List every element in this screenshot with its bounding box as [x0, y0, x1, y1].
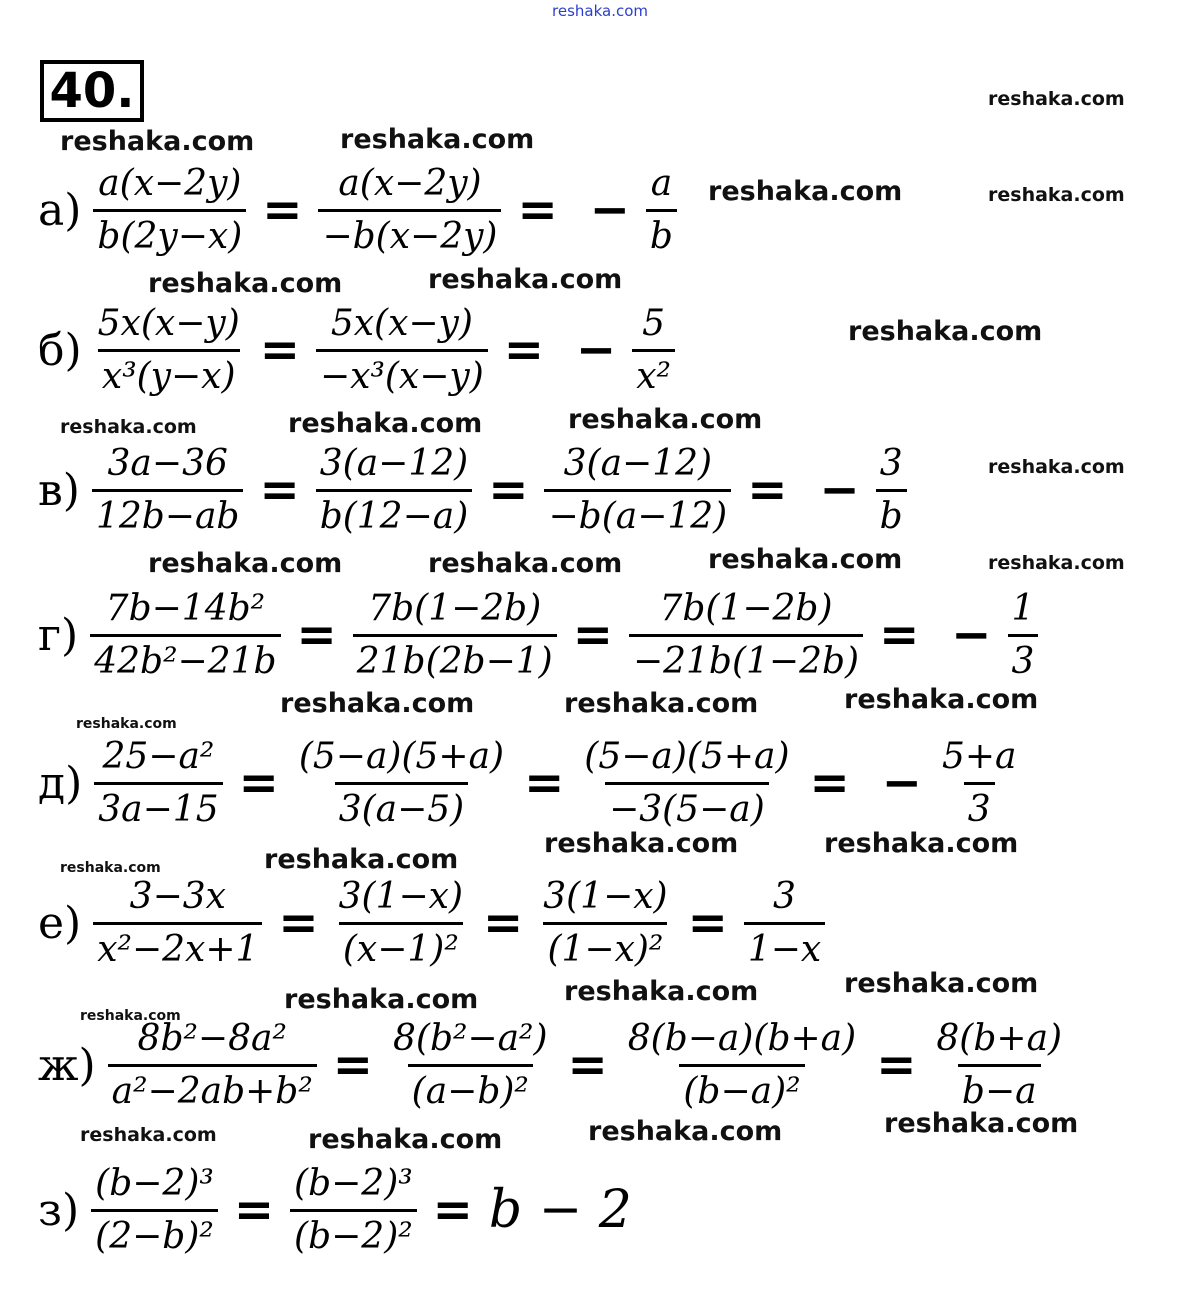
equals-sign: =: [503, 322, 544, 378]
fraction: [92, 443, 244, 537]
fraction: [938, 736, 1021, 830]
denominator: (1−x)²: [543, 922, 667, 970]
fraction: [1008, 588, 1039, 682]
fraction: [91, 1163, 218, 1257]
item-label: а): [38, 184, 82, 236]
fraction: [290, 1163, 417, 1257]
denominator: 42b²−21b: [90, 634, 280, 682]
watermark: reshaka.com: [844, 684, 1039, 715]
watermark: reshaka.com: [76, 716, 177, 732]
fraction: [629, 588, 863, 682]
denominator: 1−x: [744, 922, 825, 970]
equation-row-g: [38, 580, 1038, 690]
numerator: 3(1−x): [543, 876, 668, 918]
equals-sign: =: [879, 607, 920, 663]
equals-sign: =: [572, 607, 613, 663]
numerator: 7b(1−2b): [659, 588, 833, 630]
watermark: reshaka.com: [988, 552, 1125, 574]
fraction: [108, 1018, 317, 1112]
fraction: [316, 443, 473, 537]
item-label: е): [38, 897, 82, 949]
equation-row-zh: [38, 1010, 1066, 1120]
minus-sign: −: [881, 755, 922, 811]
denominator: 3: [1008, 634, 1039, 682]
denominator: −x³(x−y): [316, 349, 488, 397]
denominator: 3a−15: [94, 782, 222, 830]
watermark: reshaka.com: [564, 976, 759, 1007]
denominator: (b−2)²: [290, 1209, 417, 1257]
equals-sign: =: [238, 755, 279, 811]
denominator: x²: [632, 349, 675, 397]
watermark: reshaka.com: [284, 984, 479, 1015]
fraction: [316, 303, 488, 397]
numerator: 3(a−12): [319, 443, 469, 485]
watermark: reshaka.com: [60, 416, 197, 438]
item-label: г): [38, 609, 79, 661]
numerator: 1: [1011, 588, 1035, 630]
fraction: [353, 588, 557, 682]
equals-sign: =: [432, 1182, 473, 1238]
denominator: (b−a)²: [679, 1064, 804, 1112]
equation-row-d: [38, 728, 1021, 838]
equals-sign: =: [259, 462, 300, 518]
equation-row-e: [38, 868, 825, 978]
minus-sign: −: [576, 322, 617, 378]
expression: b − 2: [488, 1180, 632, 1240]
fraction: [94, 736, 222, 830]
fraction: [932, 1018, 1066, 1112]
numerator: 3: [879, 443, 903, 485]
minus-sign: −: [951, 607, 992, 663]
fraction: [876, 443, 907, 537]
numerator: 8b²−8a²: [137, 1018, 287, 1060]
denominator: b−a: [958, 1064, 1041, 1112]
item-label: б): [38, 324, 82, 376]
problem-number: 40.: [40, 60, 144, 122]
fraction: [539, 876, 671, 970]
watermark: reshaka.com: [544, 828, 739, 859]
numerator: 3(1−x): [338, 876, 463, 918]
minus-sign: −: [819, 462, 860, 518]
equals-sign: =: [488, 462, 529, 518]
item-label: д): [38, 757, 83, 809]
equals-sign: =: [332, 1037, 373, 1093]
numerator: 7b−14b²: [105, 588, 266, 630]
watermark-top[interactable]: reshaka.com: [552, 2, 648, 20]
denominator: (x−1)²: [339, 922, 463, 970]
numerator: a(x−2y): [338, 163, 482, 205]
item-label: ж): [38, 1039, 96, 1091]
item-label: з): [38, 1184, 80, 1236]
watermark: reshaka.com: [588, 1116, 783, 1147]
fraction: [580, 736, 793, 830]
watermark: reshaka.com: [428, 264, 623, 295]
fraction: [94, 303, 244, 397]
numerator: 5+a: [941, 736, 1017, 778]
denominator: b(12−a): [316, 489, 473, 537]
equals-sign: =: [296, 607, 337, 663]
denominator: 3: [964, 782, 995, 830]
denominator: −21b(1−2b): [629, 634, 863, 682]
fraction: [544, 443, 731, 537]
equals-sign: =: [747, 462, 788, 518]
watermark: reshaka.com: [428, 548, 623, 579]
numerator: (5−a)(5+a): [298, 736, 505, 778]
numerator: 3−3x: [129, 876, 226, 918]
watermark: reshaka.com: [988, 88, 1125, 110]
watermark: reshaka.com: [264, 844, 459, 875]
fraction: [744, 876, 825, 970]
fraction: [93, 876, 262, 970]
watermark: reshaka.com: [564, 688, 759, 719]
equals-sign: =: [278, 895, 319, 951]
numerator: (5−a)(5+a): [584, 736, 790, 778]
item-label: в): [38, 464, 80, 516]
denominator: a²−2ab+b²: [108, 1064, 317, 1112]
fraction: [646, 163, 677, 257]
fraction: [90, 588, 280, 682]
fraction: [632, 303, 675, 397]
equation-row-z: [38, 1155, 632, 1265]
denominator: x²−2x+1: [93, 922, 262, 970]
equation-row-v: [38, 435, 907, 545]
watermark: reshaka.com: [60, 860, 161, 876]
watermark: reshaka.com: [884, 1108, 1079, 1139]
numerator: 3: [773, 876, 796, 918]
watermark: reshaka.com: [708, 544, 903, 575]
fraction: [318, 163, 501, 257]
denominator: 3(a−5): [335, 782, 469, 830]
equals-sign: =: [809, 755, 850, 811]
numerator: a: [650, 163, 673, 205]
numerator: 3a−36: [107, 443, 228, 485]
watermark: reshaka.com: [844, 968, 1039, 999]
denominator: (2−b)²: [91, 1209, 218, 1257]
minus-sign: −: [589, 182, 630, 238]
denominator: 12b−ab: [92, 489, 244, 537]
watermark: reshaka.com: [288, 408, 483, 439]
denominator: b: [876, 489, 907, 537]
fraction: [624, 1018, 860, 1112]
watermark: reshaka.com: [568, 404, 763, 435]
numerator: 8(b+a): [936, 1018, 1063, 1060]
denominator: b(2y−x): [93, 209, 246, 257]
numerator: 5: [642, 303, 666, 345]
fraction: [295, 736, 508, 830]
denominator: 21b(2b−1): [353, 634, 557, 682]
watermark: reshaka.com: [80, 1008, 181, 1024]
denominator: x³(y−x): [98, 349, 240, 397]
denominator: −3(5−a): [605, 782, 769, 830]
numerator: 8(b−a)(b+a): [627, 1018, 857, 1060]
watermark: reshaka.com: [708, 176, 903, 207]
watermark: reshaka.com: [988, 456, 1125, 478]
numerator: 5x(x−y): [330, 303, 473, 345]
equals-sign: =: [483, 895, 524, 951]
equals-sign: =: [517, 182, 558, 238]
equals-sign: =: [233, 1182, 275, 1238]
watermark: reshaka.com: [80, 1124, 217, 1146]
denominator: b: [646, 209, 677, 257]
numerator: (b−2)³: [95, 1163, 214, 1205]
equals-sign: =: [259, 322, 300, 378]
numerator: 7b(1−2b): [368, 588, 542, 630]
equals-sign: =: [524, 755, 565, 811]
watermark: reshaka.com: [848, 316, 1043, 347]
numerator: (b−2)³: [294, 1163, 413, 1205]
fraction: [389, 1018, 552, 1112]
equation-row-b: [38, 295, 675, 405]
equals-sign: =: [262, 182, 303, 238]
equation-row-a: [38, 155, 677, 265]
watermark: reshaka.com: [148, 548, 343, 579]
watermark: reshaka.com: [280, 688, 475, 719]
watermark: reshaka.com: [148, 268, 343, 299]
watermark: reshaka.com: [340, 124, 535, 155]
numerator: 25−a²: [102, 736, 215, 778]
fraction: [335, 876, 467, 970]
watermark: reshaka.com: [308, 1124, 503, 1155]
equals-sign: =: [567, 1037, 608, 1093]
numerator: a(x−2y): [98, 163, 242, 205]
fraction: [93, 163, 246, 257]
watermark: reshaka.com: [60, 126, 255, 157]
equals-sign: =: [687, 895, 728, 951]
denominator: −b(x−2y): [318, 209, 501, 257]
numerator: 8(b²−a²): [393, 1018, 548, 1060]
numerator: 5x(x−y): [97, 303, 240, 345]
denominator: −b(a−12): [544, 489, 731, 537]
watermark: reshaka.com: [824, 828, 1019, 859]
denominator: (a−b)²: [408, 1064, 533, 1112]
watermark: reshaka.com: [988, 184, 1125, 206]
numerator: 3(a−12): [563, 443, 713, 485]
equals-sign: =: [876, 1037, 917, 1093]
